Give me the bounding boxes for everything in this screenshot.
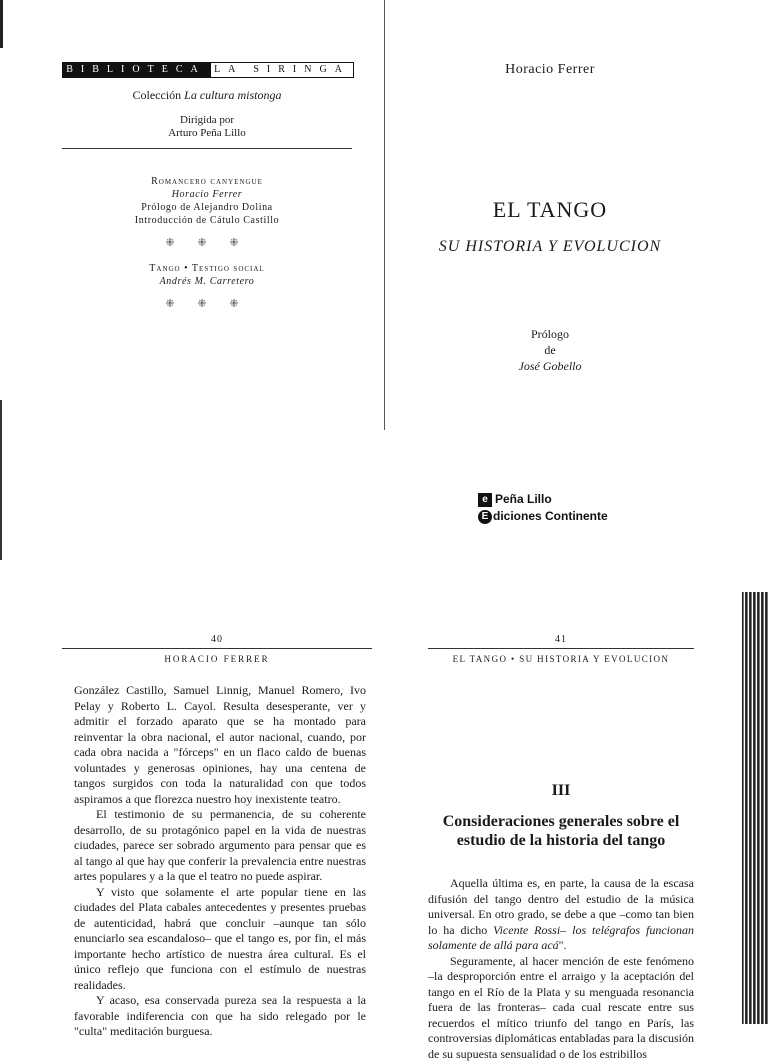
title-page-subtitle: SU HISTORIA Y EVOLUCION	[410, 238, 690, 256]
paragraph: Aquella última es, en parte, la causa de la escasa difusión del tango dentro del estudio de la música universal. En otro grado, se debe a que –como tan bien lo ha dicho Vicente Rossi– los telégrafos funcionan solamente de allá para acá".	[428, 876, 694, 954]
body-text-right	[428, 876, 694, 1024]
director-name: Arturo Peña Lillo	[62, 126, 352, 140]
paragraph: Y acaso, esa conservada pureza sea la respuesta a la favorable indiferencia con que ha sido relegado por le "culta" meditación burguesa.	[74, 993, 366, 1040]
publisher-logo	[478, 492, 638, 524]
publisher-box-icon: e	[478, 493, 492, 507]
paragraph: Seguramente, al hacer mención de este fenómeno –la desproporción entre el arraigo y la aceptación del tango en el Río de la Plata y su menguada resonancia fuera de las fronteras– cada cual rescate entre sus recuerdos el mítico triunfo del tango en París, las controversias diplomáticas entabladas para la discusión de su supuesta sensualidad o de los estribillos	[428, 954, 694, 1062]
running-head-right: EL TANGO • SU HISTORIA Y EVOLUCION	[424, 654, 698, 664]
chapter-title-line-1: Consideraciones generales sobre el	[420, 812, 702, 831]
divider-top-left	[62, 148, 352, 149]
running-head-rule-right	[428, 648, 694, 649]
paragraph: González Castillo, Samuel Linnig, Manuel Romero, Ivo Pelay y Roberto L. Cayol. Resulta desesperante, ver y admitir el forzado aparato que se ha montado para reinventar la obra nacional, el autor nacional, cuando, por cada obra nacida a "fórceps" en un flaco caldo de buenas voluntades y generosas opiniones, hay una centena de tangos surgidos con toda la naturalidad con que todos aspiramos a que florezca nuestro hoy inexistente teatro.	[74, 683, 366, 807]
prologue-author: José Gobello	[420, 359, 680, 374]
page-number-right: 41	[428, 634, 694, 645]
book-prologue: Prólogo de Alejandro Dolina	[62, 201, 352, 214]
title-page-author: Horacio Ferrer	[420, 62, 680, 78]
page-stack-edge	[742, 592, 768, 1024]
chapter-title	[420, 812, 702, 850]
page-edge-mark-left	[0, 400, 2, 560]
page-edge-mark-top	[0, 0, 3, 48]
directed-by: Dirigida por	[62, 113, 352, 127]
title-page-title: EL TANGO	[420, 197, 680, 223]
running-head-left: HORACIO FERRER	[62, 654, 372, 664]
ornament-divider: ⁜ ⁜ ⁜	[62, 236, 352, 249]
page-number-left: 40	[62, 634, 372, 645]
paragraph: Y visto que solamente el arte popular tiene en las ciudades del Plata cabales antecedentes y presentes pruebas de autenticidad, habrá que concluir –aunque tan sólo enunciarlo sea escandaloso– que el tango es, por fin, el más importante hecho artístico de nuestra área cultural. Es el único reflejo que funciona con el estímulo de nuestras realidades.	[74, 885, 366, 994]
book-entry-tango	[62, 262, 352, 288]
book-entry-romancero	[62, 175, 352, 227]
book-author: Horacio Ferrer	[62, 188, 352, 201]
collection-prefix: Colección	[133, 88, 182, 102]
chapter-title-line-2: estudio de la historia del tango	[420, 831, 702, 850]
book-intro: Introducción de Cátulo Castillo	[62, 214, 352, 227]
book-author: Andrés M. Carretero	[62, 275, 352, 288]
publisher-line-1: e Peña Lillo	[478, 492, 638, 507]
book-title: Tango • Testigo social	[62, 262, 352, 275]
publisher-line-2: E diciones Continente	[478, 509, 638, 524]
ornament-divider: ⁜ ⁜ ⁜	[62, 297, 352, 310]
chapter-number: III	[428, 782, 694, 800]
paragraph: El testimonio de su permanencia, de su coherente desarrollo, de su protagónico papel en la vida de nuestras ciudades, parece ser sobrado argumento para pensar que es al tango al que hay que conferir la prevalencia entre nuestras artes populares y a la que el teatro no puede aspirar.	[74, 807, 366, 885]
prologue-label: Prólogo	[420, 327, 680, 342]
series-banner	[62, 62, 354, 78]
series-banner-dark: BIBLIOTECA	[63, 63, 209, 77]
series-banner-light: LA SIRINGA	[209, 63, 353, 77]
collection-name: La cultura mistonga	[184, 88, 281, 102]
book-title: Romancero canyengue	[62, 175, 352, 188]
quoted-italic: Vicente Rossi– los telégrafos funcionan solamente de allá para acá	[428, 923, 694, 953]
book-spine	[384, 0, 385, 430]
publisher-circle-icon: E	[478, 510, 492, 524]
body-text-left	[74, 683, 366, 1040]
running-head-rule-left	[62, 648, 372, 649]
collection-line	[62, 88, 352, 103]
prologue-de: de	[420, 343, 680, 358]
